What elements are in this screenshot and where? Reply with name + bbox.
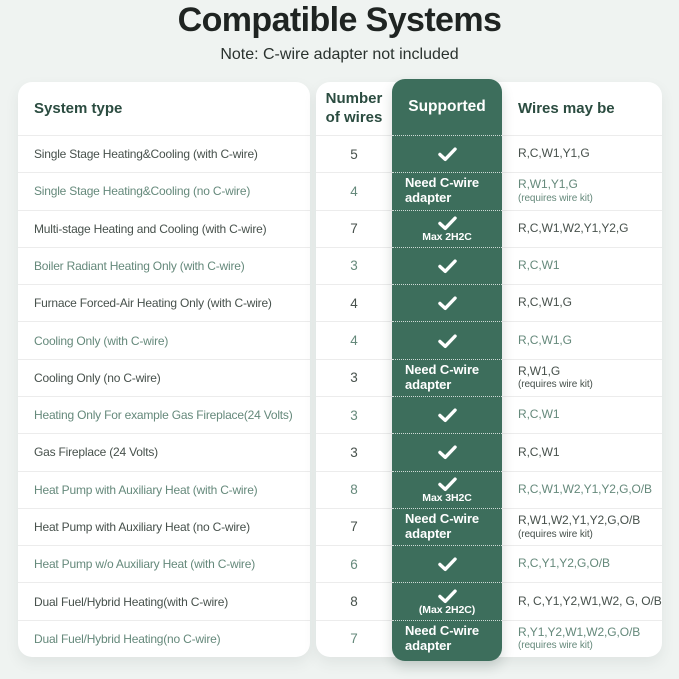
number-of-wires-cell: 3 <box>350 258 358 274</box>
checkmark-icon <box>436 444 459 460</box>
wires-cell <box>502 296 662 310</box>
table-row <box>18 508 310 545</box>
wires-value: R,W1,Y1,G <box>518 177 578 192</box>
system-type-panel <box>18 82 310 657</box>
wires-cell <box>502 334 662 348</box>
table-row <box>18 396 310 433</box>
supported-cell <box>392 172 502 209</box>
wires-value: R, C,Y1,Y2,W1,W2, G, O/B <box>518 593 662 608</box>
table-row <box>18 321 310 358</box>
number-of-wires-cell: 7 <box>350 519 358 535</box>
table-row <box>18 210 310 247</box>
supported-cell <box>392 508 502 545</box>
number-of-wires-cell: 3 <box>350 444 358 460</box>
system-type-cell: Cooling Only (no C-wire) <box>34 370 161 385</box>
wires-value: R,W1,G <box>518 363 561 378</box>
page-note: Note: C-wire adapter not included <box>220 46 459 63</box>
system-type-cell: Gas Fireplace (24 Volts) <box>34 445 158 460</box>
system-type-header-label: System type <box>34 100 123 117</box>
checkmark-icon <box>436 215 459 231</box>
number-of-wires-cell: 4 <box>350 295 358 311</box>
system-type-rows <box>18 135 310 657</box>
wires-value: R,C,W1,W2,Y1,Y2,G,O/B <box>518 481 652 496</box>
supported-note: (Max 2H2C) <box>418 603 476 616</box>
system-type-cell: Boiler Radiant Heating Only (with C-wire) <box>34 258 245 273</box>
table-row <box>18 620 310 657</box>
system-type-cell: Heat Pump with Auxiliary Heat (no C-wire) <box>34 519 250 534</box>
number-of-wires-cell: 5 <box>350 146 358 162</box>
table-row <box>18 433 310 470</box>
wires-cell <box>502 514 662 540</box>
supported-cell <box>392 620 502 657</box>
supported-header <box>392 79 502 135</box>
checkmark-icon <box>436 588 459 604</box>
table-row <box>18 135 310 172</box>
need-adapter-label: Need C-wire adapter <box>405 175 480 206</box>
need-adapter-label: Need C-wire adapter <box>405 511 480 541</box>
supported-cell <box>392 284 502 321</box>
supported-cell <box>392 471 502 508</box>
wires-cell <box>502 365 662 391</box>
checkmark-icon <box>436 146 459 162</box>
supported-cell <box>392 359 502 396</box>
supported-cell <box>392 433 502 470</box>
supported-column <box>392 79 502 661</box>
number-of-wires-header <box>316 90 392 128</box>
table-row <box>18 359 310 396</box>
wires-value: R,W1,W2,Y1,Y2,G,O/B <box>518 512 641 527</box>
wire-kit-note: (requires wire kit) <box>518 528 593 540</box>
wires-cell <box>502 408 662 422</box>
wires-cell <box>502 595 662 609</box>
system-type-cell: Dual Fuel/Hybrid Heating(with C-wire) <box>34 594 228 609</box>
supported-note: Max 2H2C <box>422 230 472 243</box>
number-of-wires-cell: 8 <box>350 594 358 610</box>
checkmark-icon <box>436 295 459 311</box>
wire-kit-note: (requires wire kit) <box>518 193 593 205</box>
number-of-wires-cell: 4 <box>350 333 358 349</box>
supported-cell <box>392 582 502 619</box>
checkmark-icon <box>436 333 459 349</box>
wires-cell <box>502 222 662 236</box>
wire-kit-note: (requires wire kit) <box>518 379 593 391</box>
wire-kit-note: (requires wire kit) <box>518 640 593 652</box>
table-row <box>18 545 310 582</box>
system-type-cell: Single Stage Heating&Cooling (no C-wire) <box>34 184 251 199</box>
supported-cell <box>392 396 502 433</box>
table-row <box>18 284 310 321</box>
number-of-wires-cell: 3 <box>350 407 358 423</box>
system-type-cell: Dual Fuel/Hybrid Heating(no C-wire) <box>34 631 221 646</box>
page-title: Compatible Systems <box>177 1 502 39</box>
number-of-wires-cell: 6 <box>350 556 358 572</box>
supported-cell <box>392 210 502 247</box>
checkmark-icon <box>436 407 459 423</box>
system-type-cell: Heating Only For example Gas Fireplace(24 Volts) <box>34 408 293 423</box>
supported-cell <box>392 247 502 284</box>
supported-note: Max 3H2C <box>422 491 472 504</box>
system-type-header <box>18 82 310 135</box>
wires-cell <box>502 626 662 652</box>
table-row <box>18 172 310 209</box>
number-of-wires-header-label: Number of wires <box>325 89 383 126</box>
wires-cell <box>502 147 662 161</box>
number-of-wires-cell: 7 <box>350 631 358 647</box>
wires-value: R,C,W1 <box>518 407 560 422</box>
number-of-wires-cell: 3 <box>350 370 358 386</box>
need-adapter-label: Need C-wire adapter <box>405 361 480 392</box>
supported-cells <box>392 135 502 657</box>
wires-value: R,C,W1 <box>518 444 560 459</box>
wires-cell <box>502 483 662 497</box>
supported-cell <box>392 135 502 172</box>
system-type-cell: Cooling Only (with C-wire) <box>34 333 169 348</box>
supported-header-label: Supported <box>408 98 486 115</box>
number-of-wires-cell: 7 <box>350 221 358 237</box>
wires-value: R,C,W1,Y1,G <box>518 146 590 161</box>
wires-may-be-header <box>502 100 662 118</box>
wires-cell <box>502 446 662 460</box>
system-type-cell: Furnace Forced-Air Heating Only (with C-wire) <box>34 296 272 311</box>
need-adapter-label: Need C-wire adapter <box>405 622 480 653</box>
table-row <box>18 582 310 619</box>
system-type-cell: Heat Pump with Auxiliary Heat (with C-wire) <box>34 482 258 497</box>
wires-cell <box>502 557 662 571</box>
supported-cell <box>392 321 502 358</box>
wires-value: R,C,Y1,Y2,G,O/B <box>518 556 610 571</box>
supported-cell <box>392 545 502 582</box>
checkmark-icon <box>436 258 459 274</box>
wires-cell <box>502 178 662 204</box>
system-type-cell: Multi-stage Heating and Cooling (with C-wire) <box>34 221 267 236</box>
wires-value: R,C,W1,W2,Y1,Y2,G <box>518 220 629 235</box>
number-of-wires-cell: 4 <box>350 183 358 199</box>
system-type-cell: Single Stage Heating&Cooling (with C-wire) <box>34 147 258 162</box>
wires-value: R,Y1,Y2,W1,W2,G,O/B <box>518 624 641 639</box>
wires-may-be-header-label: Wires may be <box>518 99 615 117</box>
table-row <box>18 471 310 508</box>
number-of-wires-cell: 8 <box>350 482 358 498</box>
table-row <box>18 247 310 284</box>
wires-cell <box>502 259 662 273</box>
checkmark-icon <box>436 476 459 492</box>
system-type-cell: Heat Pump w/o Auxiliary Heat (with C-wire) <box>34 557 256 572</box>
checkmark-icon <box>436 556 459 572</box>
wires-value: R,C,W1,G <box>518 332 572 347</box>
wires-value: R,C,W1 <box>518 258 560 273</box>
wires-value: R,C,W1,G <box>518 295 572 310</box>
